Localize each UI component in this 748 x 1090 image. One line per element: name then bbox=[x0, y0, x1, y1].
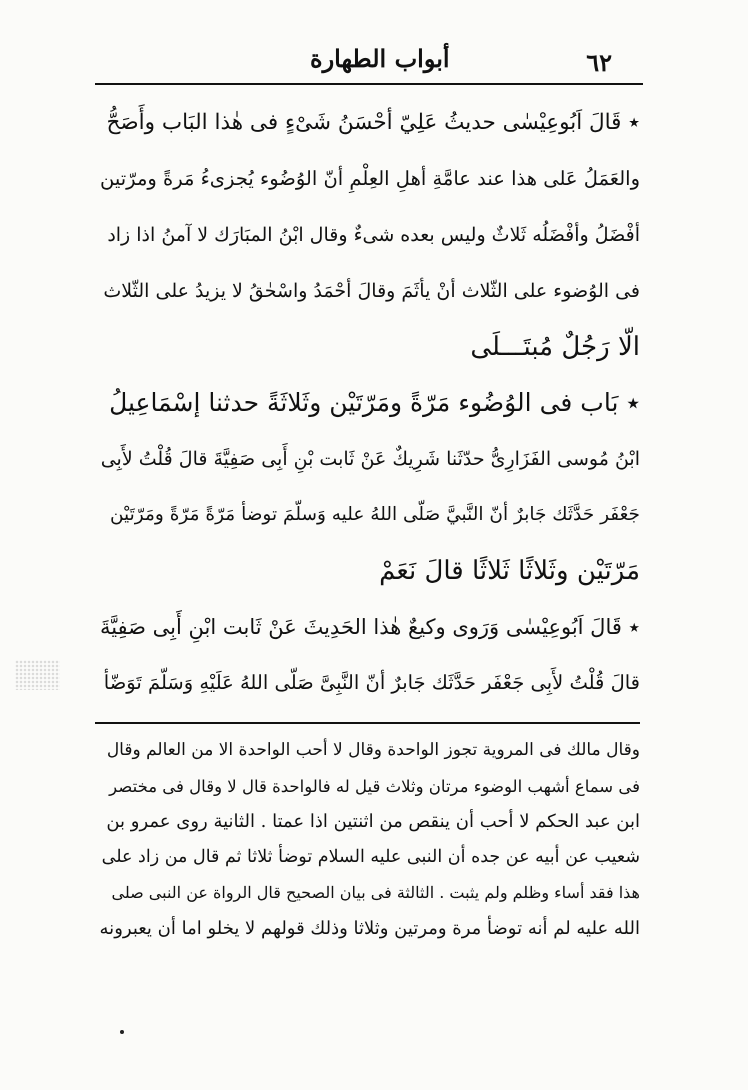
main-line: جَعْفَر حَدَّثَك جَابرٌ أنّ النَّبيَّ صَلّى اللهُ عليه وَسلّمَ توضأ مَرّةً مَرّةً ومَرّتَيْن bbox=[109, 504, 640, 525]
scan-speckle bbox=[15, 660, 60, 690]
page-header bbox=[95, 42, 640, 82]
page-number: ٦٢ bbox=[586, 48, 612, 77]
note-line: وقال مالك فى المروية تجوز الواحدة وقال لا أحب الواحدة الا من العالم وقال bbox=[106, 740, 640, 760]
footnote-rule bbox=[95, 722, 640, 724]
note-line: فى سماع أشهب الوضوء مرتان وثلاث قيل له فالواحدة قال لا وقال فى مختصر bbox=[109, 776, 640, 796]
main-line: مَرّتَيْن وثَلاثًا ثَلاثًا قالَ نَعَمْ bbox=[379, 556, 640, 586]
main-line: والعَمَلُ عَلى هذا عند عامَّةِ أهلِ العِلْمِ أنّ الوُضُوء يُجزىءُ مَرةً ومرّتين bbox=[100, 167, 640, 190]
main-line: ٭ قَالَ اَبُوعِيْسٰى وَرَوى وكيعٌ هٰذا الحَدِيثَ عَنْ ثَابت ابْنِ أَبِى صَفِيَّةَ bbox=[99, 615, 640, 639]
note-line: الله عليه لم أنه توضأ مرة ومرتين وثلاثا وذلك قولهم لا يخلو اما أن يعبرونه bbox=[99, 917, 640, 939]
main-text bbox=[100, 95, 640, 711]
note-line: شعيب عن أبيه عن جده أن النبى عليه السلام توضأ ثلاثا ثم قال من زاد على bbox=[101, 846, 640, 867]
chapter-heading-line: ٭ بَاب فى الوُضُوء مَرّةً ومَرّتَيْن وثَلاثَةً حدثنا إسْمَاعِيلُ bbox=[109, 388, 640, 417]
running-title: أبواب الطهارة bbox=[310, 44, 450, 73]
main-line: ٭ قَالَ اَبُوعِيْسٰى حديثُ عَلِيّ أحْسَنُ شَىْءٍ فى هٰذا البَاب وأَصَحُّ bbox=[106, 110, 640, 135]
note-line: ابن عبد الحكم لا أحب أن ينقص من اثنتين اذا عمتا . الثانية روى عمرو بن bbox=[106, 811, 640, 832]
main-line: فى الوُضوء على الثّلاث أنْ يأثَمَ وقالَ أحْمَدُ واسْحٰقُ لا يزيدُ على الثّلاث bbox=[103, 280, 640, 302]
main-line: ابْنُ مُوسى الفَزَارِىُّ حدّثَنا شَرِيكٌ عَنْ ثَابت بْنِ أَبِى صَفِيَّةَ قالَ قُلْتُ لأَبِى bbox=[100, 448, 640, 470]
header-rule bbox=[95, 83, 643, 85]
commentary-notes bbox=[100, 733, 640, 946]
main-line: قالَ قُلْتُ لأَبِى جَعْفَر حَدَّثَك جَابرٌ أنّ النَّبِىَّ صَلّى اللهُ عَلَيْهِ وَسَلّمَ تَوَضّأ bbox=[103, 671, 640, 694]
scan-dot bbox=[120, 1030, 124, 1034]
main-line: الّا رَجُلٌ مُبتَـــلَى bbox=[470, 332, 640, 362]
note-line: هذا فقد أساء وظلم ولم يثبت . الثالثة فى بيان الصحيح قال الرواة عن النبى صلى bbox=[111, 883, 640, 902]
main-line: أفْضَلُ وأفْضَلُه ثَلاثٌ وليس بعده شىءٌ وقال ابْنُ المبَارَك لا آمنُ اذا زاد bbox=[107, 224, 640, 246]
